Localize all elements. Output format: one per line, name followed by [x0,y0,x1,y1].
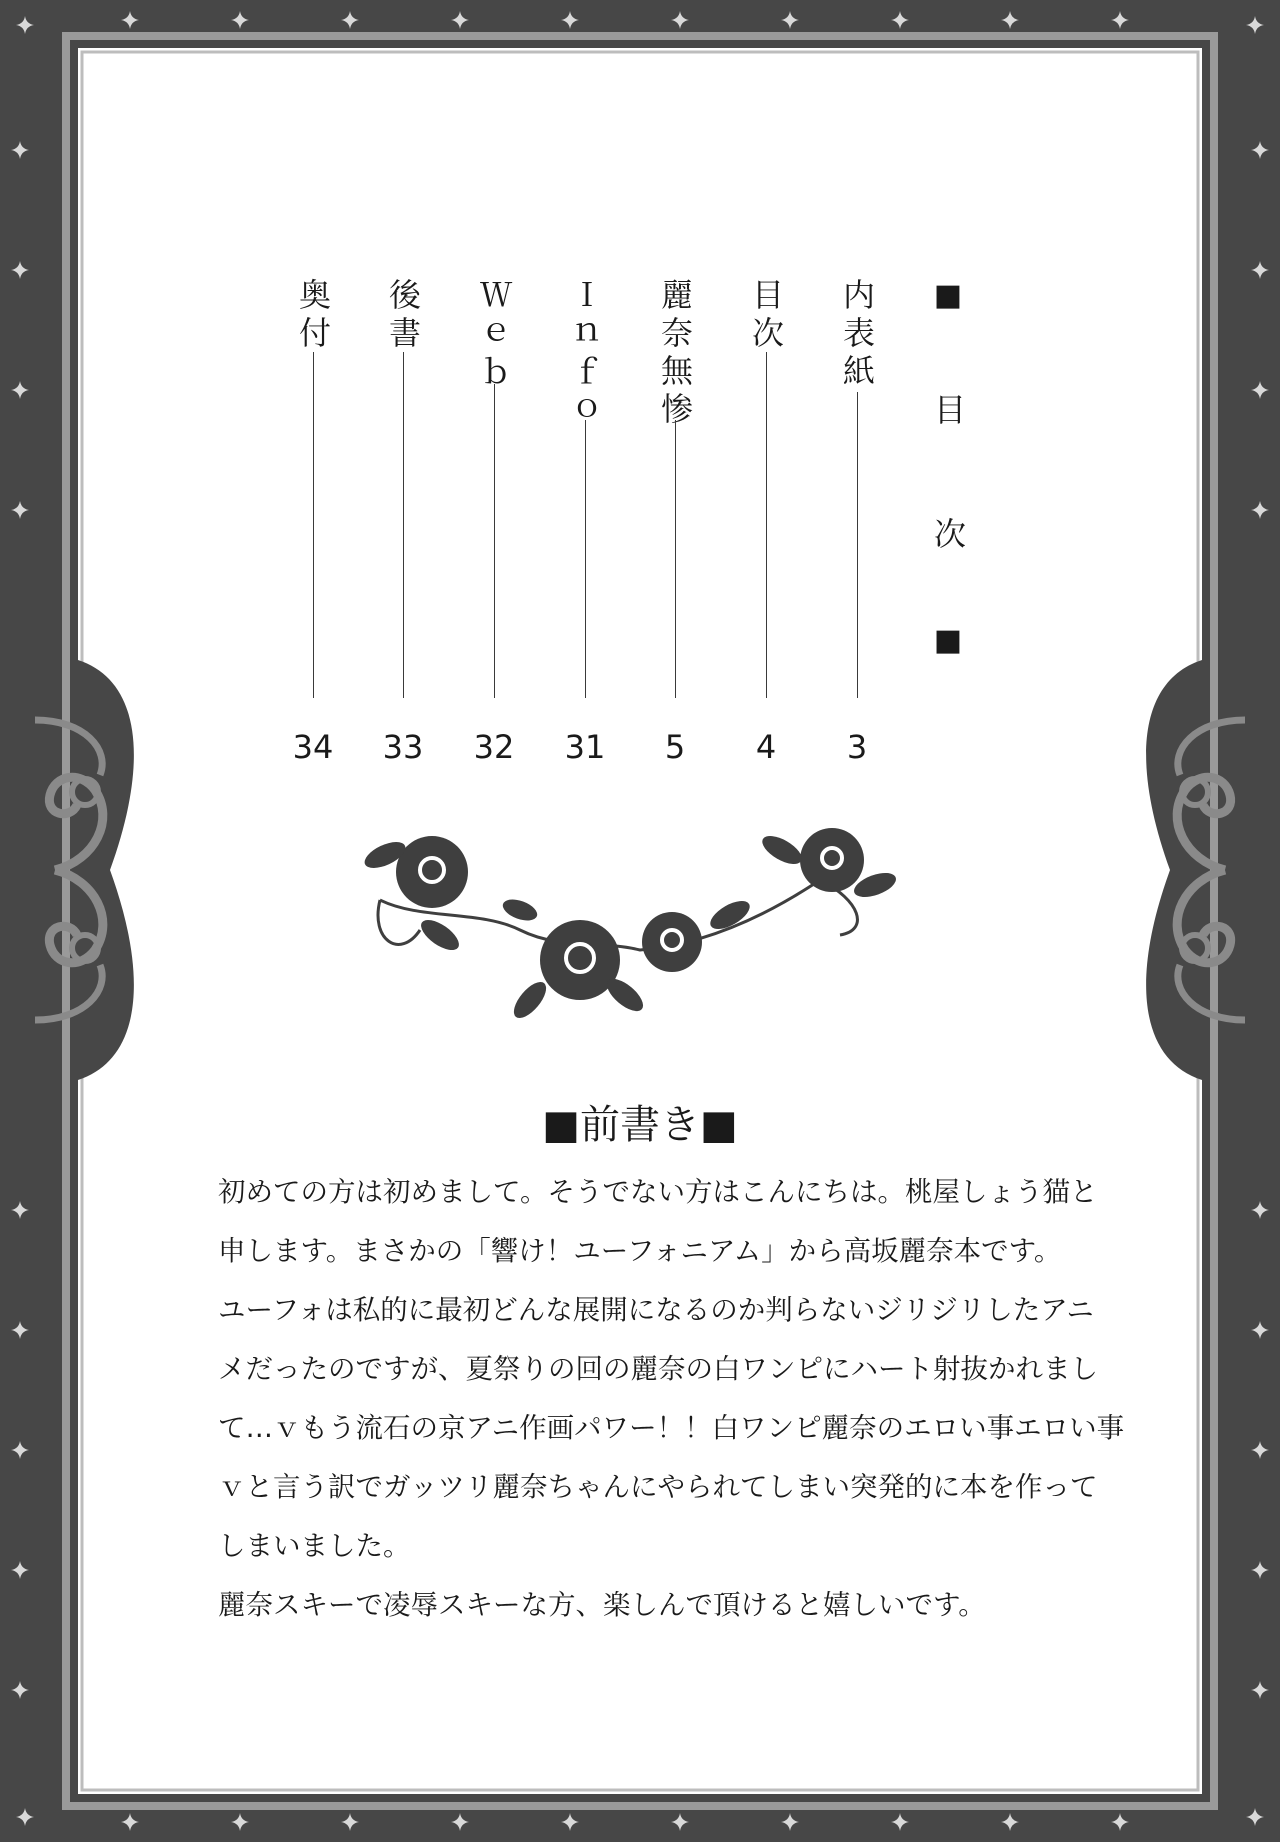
toc-mark-top: ■ [933,278,963,313]
toc-entry-title: Ｉｎｆｏ [566,278,604,430]
toc-leader-line [766,352,767,698]
preface-line: 申します。まさかの「響け！ユーフォニアム」から高坂麗奈本です。 [218,1235,1062,1267]
rose-garland-icon [361,828,899,1023]
toc-entry-title: Ｗｅｂ [475,278,513,392]
toc-page-number: 34 [292,728,334,766]
toc-entry-title: 後書 [384,278,422,354]
toc-heading: 目 次 [929,393,967,579]
toc-page-number: 5 [664,728,686,766]
preface-line: 麗奈スキーで凌辱スキーな方、楽しんで頂けると嬉しいです。 [218,1589,986,1621]
toc-leader-line [403,352,404,698]
toc-page-number: 33 [382,728,424,766]
preface-line: て…ｖもう流石の京アニ作画パワー！！白ワンピ麗奈のエロい事エロい事 [218,1412,1125,1444]
toc-page-number: 4 [755,728,777,766]
scroll-flourish-icon [35,660,1245,1080]
preface-body [218,1170,1125,1642]
toc-page-number: 31 [564,728,606,766]
preface-line: しまいました。 [218,1530,411,1562]
toc-header [923,278,973,658]
preface-line: メだったのですが、夏祭りの回の麗奈の白ワンピにハート射抜かれまし [218,1353,1098,1385]
toc-entry-title: 奥付 [294,278,332,354]
toc-leader-line [313,352,314,698]
toc-leader-line [675,420,676,698]
toc-entry-title: 目次 [747,278,785,354]
toc-page-number: 32 [473,728,515,766]
toc-entry-title: 麗奈無惨 [656,278,694,430]
toc-leader-line [585,420,586,698]
toc-mark-bottom: ■ [933,623,963,658]
preface-line: 初めての方は初めまして。そうでない方はこんにちは。桃屋しょう猫と [218,1176,1098,1208]
toc-leader-line [494,384,495,698]
toc-entry-title: 内表紙 [838,278,876,392]
toc-page-number: 3 [846,728,868,766]
toc-leader-line [857,392,858,698]
preface-line: ｖと言う訳でガッツリ麗奈ちゃんにやられてしまい突発的に本を作って [218,1471,1098,1503]
preface-heading: ■前書き■ [542,1102,738,1148]
preface-line: ユーフォは私的に最初どんな展開になるのか判らないジリジリしたアニ [218,1294,1094,1326]
